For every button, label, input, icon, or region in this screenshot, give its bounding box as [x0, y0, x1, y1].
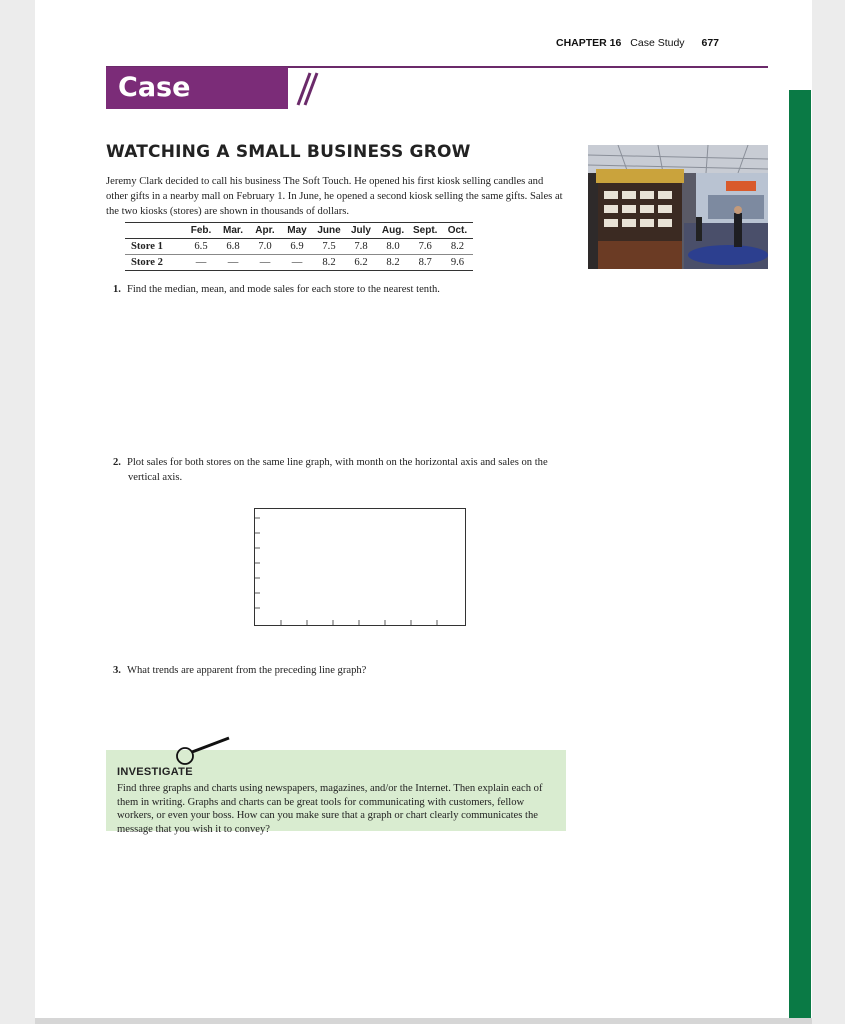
corner-cell [125, 223, 185, 239]
table-cell: 6.9 [281, 239, 313, 255]
chapter-label: CHAPTER 16 [556, 37, 622, 49]
question-number: 3. [113, 665, 121, 676]
question-text: Plot sales for both stores on the same line graph, with month on the horizontal axis and sales on the vertical axis. [126, 457, 548, 483]
case-study-banner: Case Study [106, 67, 288, 109]
investigate-box [106, 750, 566, 835]
table-cell: 8.2 [441, 239, 473, 255]
question-1 [113, 282, 563, 297]
table-cell: 9.6 [441, 255, 473, 271]
question-3 [113, 663, 563, 678]
case-study-title: WATCHING A SMALL BUSINESS GROW [106, 142, 471, 162]
table-header-row [125, 223, 473, 239]
banner-slashes-icon [286, 67, 320, 109]
table-cell: — [249, 255, 281, 271]
question-number: 1. [113, 284, 121, 295]
column-header: May [281, 223, 313, 239]
row-label: Store 1 [125, 239, 185, 255]
running-header [556, 37, 776, 49]
column-header: June [313, 223, 345, 239]
column-header: Mar. [217, 223, 249, 239]
question-2 [113, 455, 568, 485]
column-header: July [345, 223, 377, 239]
table-cell: 6.5 [185, 239, 217, 255]
table-cell: — [281, 255, 313, 271]
column-header: Apr. [249, 223, 281, 239]
table-row [125, 255, 473, 271]
section-label: Case Study [630, 37, 685, 49]
table-cell: — [185, 255, 217, 271]
intro-paragraph: Jeremy Clark decided to call his business The Soft Touch. He opened his first kiosk selling candles and other gifts in a nearby mall on February 1. In June, he opened a second kiosk selling the same gifts. Sales at the two kiosks (stores) are shown in thousands of dollars. [106, 176, 563, 217]
table-cell: 8.2 [377, 255, 409, 271]
investigate-text: Find three graphs and charts using newspapers, magazines, and/or the Internet. Then explain each of them in writing. Graphs and charts can be great tools for communicating with customers, fellow workers, or even your boss. How can you make sure that a graph or chart clearly communicates the message that you wish it to convey? [117, 783, 543, 835]
table-cell: 7.8 [345, 239, 377, 255]
investigate-title: INVESTIGATE [117, 766, 193, 778]
question-number: 2. [113, 457, 121, 468]
table-cell: 6.8 [217, 239, 249, 255]
column-header: Aug. [377, 223, 409, 239]
sales-table [125, 222, 473, 271]
table-cell: 7.5 [313, 239, 345, 255]
table-cell: 8.2 [313, 255, 345, 271]
chapter-side-tab [789, 90, 811, 1020]
column-header: Sept. [409, 223, 441, 239]
question-text: What trends are apparent from the preceding line graph? [126, 665, 367, 676]
magnifying-glass-icon [174, 736, 234, 766]
table-cell: 7.0 [249, 239, 281, 255]
table-row [125, 239, 473, 255]
page-bottom-edge [35, 1018, 812, 1024]
blank-line-graph [254, 508, 466, 626]
column-header: Feb. [185, 223, 217, 239]
row-label: Store 2 [125, 255, 185, 271]
table-cell: — [217, 255, 249, 271]
page-number: 677 [701, 37, 720, 49]
question-text: Find the median, mean, and mode sales for each store to the nearest tenth. [126, 284, 440, 295]
table-cell: 6.2 [345, 255, 377, 271]
table-cell: 8.0 [377, 239, 409, 255]
mall-kiosk-photo [588, 145, 768, 269]
table-cell: 8.7 [409, 255, 441, 271]
column-header: Oct. [441, 223, 473, 239]
table-cell: 7.6 [409, 239, 441, 255]
